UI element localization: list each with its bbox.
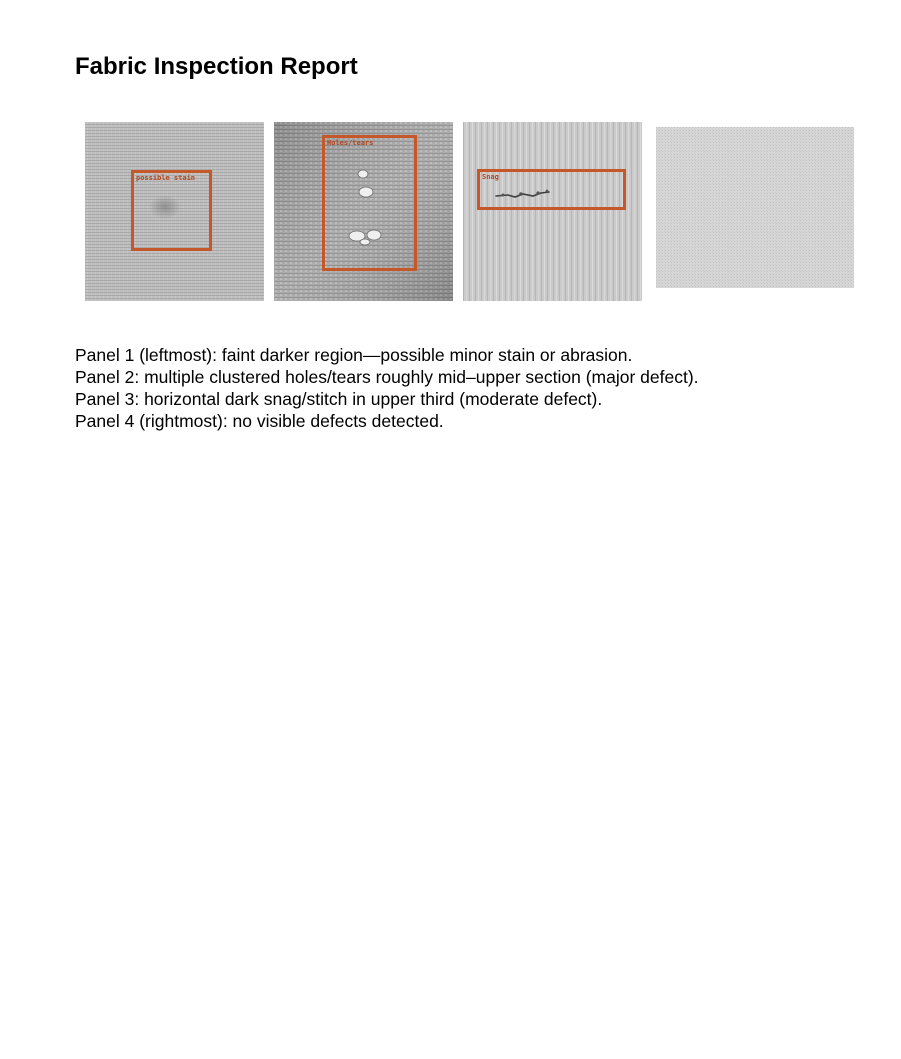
fabric-texture-3	[463, 122, 642, 301]
defect-box-holes	[322, 135, 417, 271]
fabric-texture-4	[656, 127, 854, 288]
finding-panel-4: Panel 4 (rightmost): no visible defects detected.	[75, 411, 444, 431]
fabric-image-panel-4	[656, 127, 854, 288]
defect-label: possible stain	[136, 174, 196, 182]
fabric-image-panel-1	[85, 122, 264, 301]
defect-box-snag	[477, 169, 626, 210]
fabric-image-panel-3	[463, 122, 642, 301]
finding-panel-1: Panel 1 (leftmost): faint darker region—possible minor stain or abrasion.	[75, 345, 633, 365]
finding-panel-3: Panel 3: horizontal dark snag/stitch in upper third (moderate defect).	[75, 389, 603, 409]
defect-label: Snag	[482, 173, 499, 181]
report-title: Fabric Inspection Report	[75, 53, 358, 80]
defect-box-stain	[131, 170, 212, 251]
fabric-image-panel-2	[274, 122, 453, 301]
findings-list	[75, 344, 699, 432]
finding-panel-2: Panel 2: multiple clustered holes/tears roughly mid–upper section (major defect).	[75, 367, 699, 387]
defect-label: Holes/tears	[327, 139, 374, 147]
